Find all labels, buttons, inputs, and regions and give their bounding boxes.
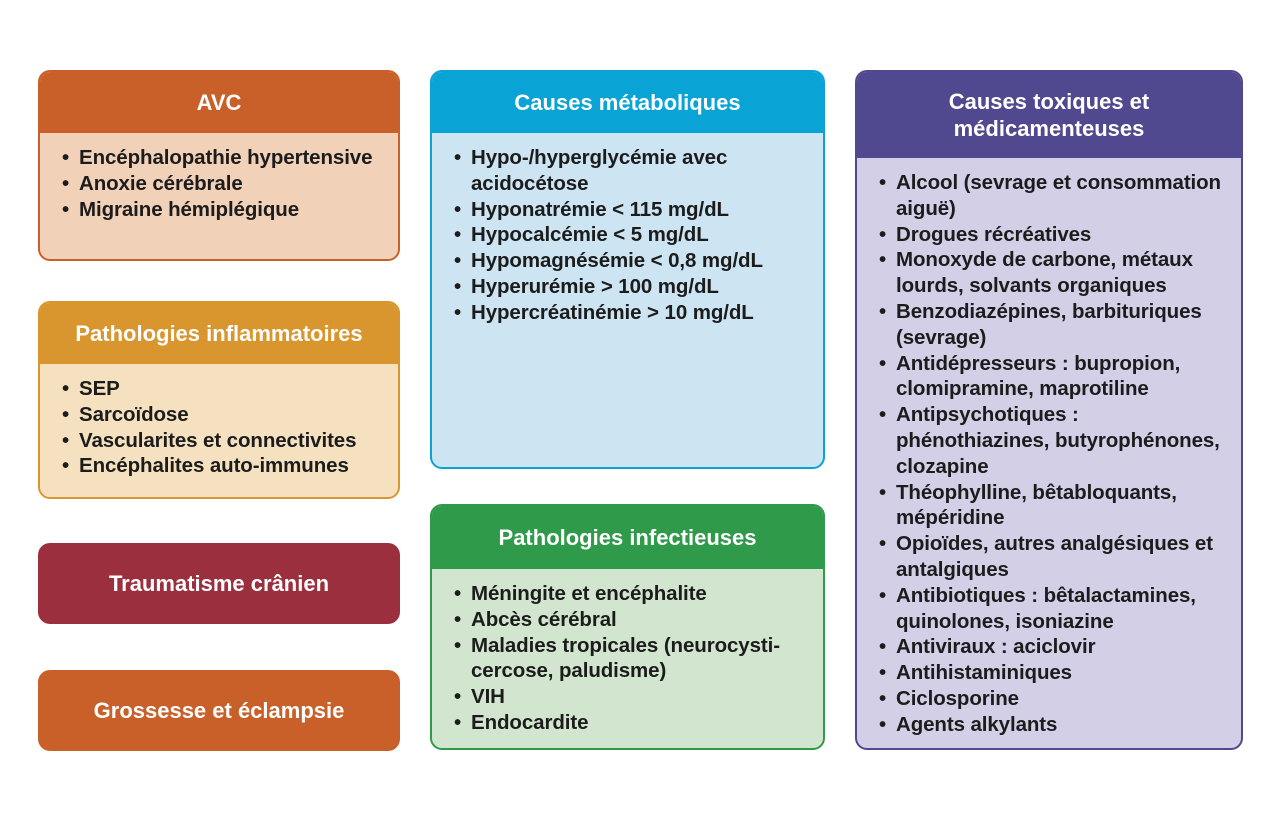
metabolic-list <box>432 133 823 326</box>
inflammatory-body <box>40 364 398 479</box>
infectious-card <box>430 504 825 750</box>
list-item: • Encéphalopathie hypertensive <box>62 145 388 171</box>
avc-body <box>40 133 398 222</box>
toxic-list <box>857 158 1241 738</box>
list-item: • Antibiotiques : bêtalactamines, quinolones, isoniazine <box>879 583 1231 635</box>
trauma-title: Traumatisme crânien <box>108 570 330 596</box>
list-item: • Anoxie cérébrale <box>62 171 388 197</box>
list-item: • VIH <box>454 684 813 710</box>
list-item: • Maladies tropicales (neurocysti-cercose, paludisme) <box>454 633 813 685</box>
list-item: • Opioïdes, autres analgésiques et antalgiques <box>879 531 1231 583</box>
list-item: • Vascularites et connectivites <box>62 428 388 454</box>
inflammatory-list <box>40 364 398 479</box>
pregnancy-title: Grossesse et éclampsie <box>93 697 345 723</box>
list-item: • Monoxyde de carbone, métaux lourds, solvants organiques <box>879 247 1231 299</box>
list-item: • Antiviraux : aciclovir <box>879 634 1231 660</box>
avc-card <box>38 70 400 261</box>
list-item: • Alcool (sevrage et consommation aiguë) <box>879 170 1231 222</box>
list-item: • Benzodiazépines, barbituriques (sevrage) <box>879 299 1231 351</box>
list-item: • Hyponatrémie < 115 mg/dL <box>454 197 813 223</box>
infectious-list <box>432 569 823 736</box>
list-item: • Ciclosporine <box>879 686 1231 712</box>
list-item: • Antidépresseurs : bupropion, clomipramine, maprotiline <box>879 351 1231 403</box>
list-item: • Drogues récréatives <box>879 222 1231 248</box>
list-item: • Agents alkylants <box>879 712 1231 738</box>
metabolic-card <box>430 70 825 469</box>
list-item: • Abcès cérébral <box>454 607 813 633</box>
metabolic-body <box>432 133 823 326</box>
list-item: • Antihistaminiques <box>879 660 1231 686</box>
list-item: • Méningite et encéphalite <box>454 581 813 607</box>
toxic-title: Causes toxiques et médicamenteuses <box>948 89 1150 141</box>
pregnancy-card <box>38 670 400 751</box>
list-item: • Théophylline, bêtabloquants, mépéridine <box>879 480 1231 532</box>
avc-title: AVC <box>196 90 242 115</box>
inflammatory-card <box>38 301 400 499</box>
list-item: • Antipsychotiques : phénothiazines, butyrophénones, clozapine <box>879 402 1231 479</box>
toxic-header <box>857 72 1241 158</box>
list-item: • Sarcoïdose <box>62 402 388 428</box>
list-item: • Hypocalcémie < 5 mg/dL <box>454 222 813 248</box>
list-item: • Endocardite <box>454 710 813 736</box>
avc-list <box>40 133 398 222</box>
list-item: • Hypercréatinémie > 10 mg/dL <box>454 300 813 326</box>
trauma-card <box>38 543 400 624</box>
infectious-body <box>432 569 823 736</box>
list-item: • Hypomagnésémie < 0,8 mg/dL <box>454 248 813 274</box>
avc-header <box>40 72 398 133</box>
toxic-body <box>857 158 1241 738</box>
toxic-card <box>855 70 1243 750</box>
infectious-title: Pathologies infectieuses <box>498 525 757 550</box>
list-item: • Hyperurémie > 100 mg/dL <box>454 274 813 300</box>
list-item: • Encéphalites auto-immunes <box>62 453 388 479</box>
list-item: • SEP <box>62 376 388 402</box>
list-item: • Migraine hémiplégique <box>62 197 388 223</box>
infectious-header <box>432 506 823 569</box>
metabolic-header <box>432 72 823 133</box>
list-item: • Hypo-/hyperglycémie avec acidocétose <box>454 145 813 197</box>
inflammatory-header <box>40 303 398 364</box>
inflammatory-title: Pathologies inflammatoires <box>75 321 363 346</box>
metabolic-title: Causes métaboliques <box>514 90 741 115</box>
